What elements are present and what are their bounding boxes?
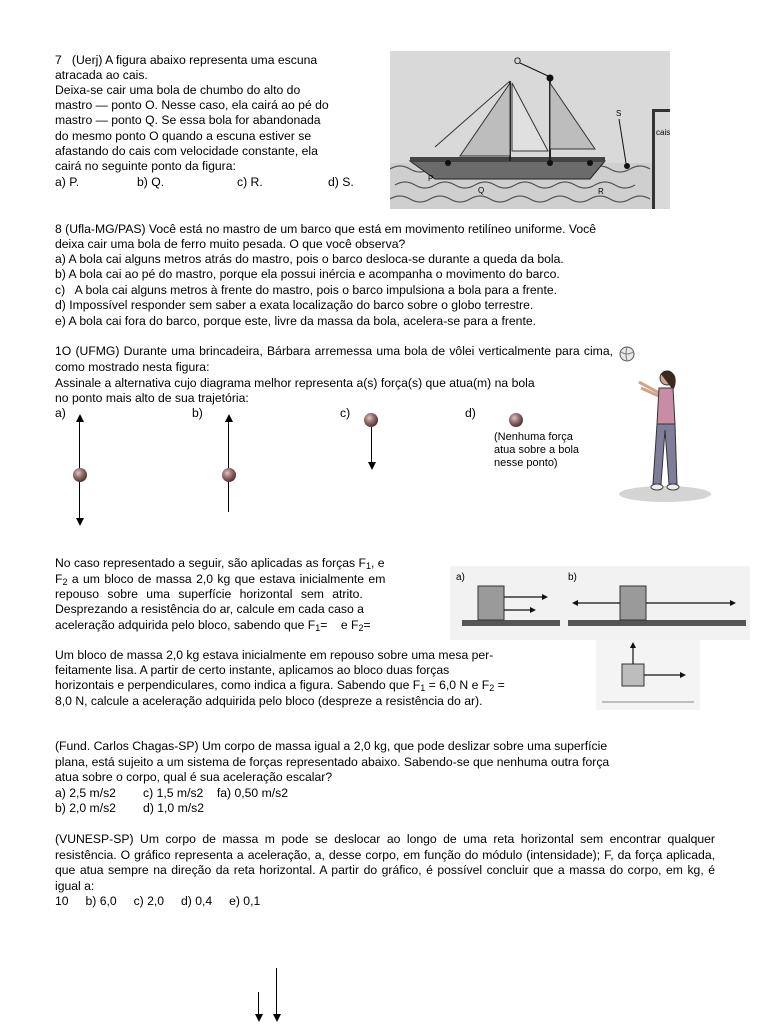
vunesp-text: (VUNESP-SP) Um corpo de massa m pode se deslocar ao longo de uma reta horizontal sem encontrar qualquer resistência. O gráfico representa a aceleração, a, desse corpo, em função do módulo (intensidade); F, da força aplicada, que atua sempre na direção da reta horizontal. A partir do gráfico, é possível concluir que a massa do corpo, em kg, é igual a:: [55, 832, 715, 893]
block-line-4: 8,0 N, calcule a aceleração adquirida pelo bloco (despreze a resistência do ar).: [55, 694, 483, 708]
q10-option-a-label: a): [55, 406, 66, 420]
q7-line-2: atracada ao cais.: [55, 68, 148, 82]
arrow-down-icon: [368, 462, 376, 470]
q10-d-note-1: (Nenhuma força: [494, 431, 573, 443]
q10-d-note-2: atua sobre a bola: [494, 444, 580, 456]
forces-line-5: aceleração adquirida pelo bloco, sabendo que $F_1=$ e $F_2=$: [55, 618, 371, 633]
fcc-options-1: a) 2,5 m/s2 c) 1,5 m/s2 fa) 0,50 m/s2: [55, 786, 288, 800]
force-line: [371, 427, 372, 463]
ball-icon: [509, 413, 523, 427]
q10-option-d-label: d): [465, 406, 476, 420]
q10-option-c-label: c): [340, 406, 351, 420]
q10-option-b-label: b): [192, 406, 203, 420]
ball-icon: [222, 468, 236, 482]
q10-text: 1O (UFMG) Durante uma brincadeira, Bárbara arremessa uma bola de vôlei verticalmente para cima, como mostrado nesta figura:: [55, 344, 613, 374]
arrow-down-icon: [76, 518, 84, 526]
q7-line-4: mastro — ponto O. Nesse caso, ela cairá ao pé do: [55, 98, 329, 112]
forces-line-2: $F_2$ a um bloco de massa 2,0 kg que estava inicialmente em: [55, 572, 386, 587]
forces-line-4: Desprezando a resistência do ar, calcule em cada caso a: [55, 602, 364, 616]
fcc-line-3: atua sobre o corpo, qual é sua aceleração escalar?: [55, 770, 333, 784]
q7-line-7: afastando do cais com velocidade constante, ela: [55, 144, 318, 158]
fig-b-label: b): [568, 572, 577, 583]
q8-option-d: d) Impossível responder sem saber a exata localização do barco sobre o globo terrestre.: [55, 298, 534, 312]
ball-icon: [73, 468, 87, 482]
q7-option-d: d) S.: [328, 175, 354, 189]
q7-line-1: 7 (Uerj) A figura abaixo representa uma escuna: [55, 53, 318, 67]
forces-line-1: No caso representado a seguir, são aplicadas as forças $F_1$, e: [55, 556, 385, 571]
arrow-down-icon: [255, 1014, 263, 1022]
vunesp-options: 10 b) 6,0 c) 2,0 d) 0,4 e) 0,1: [55, 894, 261, 908]
fig-a-label: a): [456, 572, 465, 583]
q8-intro-2: deixa cair uma bola de ferro muito pesada. O que você observa?: [55, 237, 406, 251]
q7-option-c: c) R.: [237, 175, 263, 189]
arrow-down-icon: [273, 1014, 281, 1022]
q7-line-5: mastro — ponto Q. Se essa bola for abandonada: [55, 113, 321, 127]
ball-icon: [364, 413, 378, 427]
block-line-3: horizontais e perpendiculares, como indica a figura. Sabendo que $F_1 = 6,0$ N e $F_2$ =: [55, 678, 505, 693]
forces-line-3: repouso sobre uma superfície horizontal sem atrito.: [55, 587, 363, 601]
point-q-label: Q: [478, 186, 485, 195]
block-line-2: feitamente lisa. A partir de certo instante, aplicamos ao bloco duas forças: [55, 663, 450, 677]
force-line: [228, 420, 229, 512]
forces-block-figure: [450, 566, 750, 640]
point-s-label: S: [616, 109, 622, 118]
point-r-label: R: [598, 187, 604, 196]
q8-option-c: c) A bola cai alguns metros à frente do mastro, pois o barco impulsiona a bola para a frente.: [55, 283, 557, 297]
q8-option-e: e) A bola cai fora do barco, porque este, livre da massa da bola, acelera-se para a frente.: [55, 314, 537, 328]
q7-option-a: a) P.: [55, 175, 80, 189]
q7-option-b: b) Q.: [137, 175, 165, 189]
q7-line-3: Deixa-se cair uma bola de chumbo do alto do: [55, 83, 301, 97]
schooner-figure: [390, 51, 670, 209]
q10-text2-1: Assinale a alternativa cujo diagrama melhor representa a(s) força(s) que atua(m) na bola: [55, 376, 535, 390]
girl-throwing-ball-figure: [617, 344, 713, 504]
force-line: [276, 968, 277, 1014]
fcc-line-1: (Fund. Carlos Chagas-SP) Um corpo de massa igual a 2,0 kg, que pode deslizar sobre uma superfície: [55, 739, 608, 753]
fcc-options-2: b) 2,0 m/s2 d) 1,0 m/s2: [55, 801, 205, 815]
cais-label: cais: [656, 128, 670, 137]
point-p-label: P: [428, 174, 434, 183]
q8-intro-1: 8 (Ufla-MG/PAS) Você está no mastro de um barco que está em movimento retilíneo uniforme. Você: [55, 222, 597, 236]
fcc-line-2: plana, está sujeito a um sistema de forças representado abaixo. Sabendo-se que nenhuma outra força: [55, 755, 610, 769]
point-o-label: O: [514, 56, 522, 66]
force-line: [258, 992, 259, 1014]
q8-option-a: a) A bola cai alguns metros atrás do mastro, pois o barco desloca-se durante a queda da bola.: [55, 252, 564, 266]
q10-text2-2: no ponto mais alto de sua trajetória:: [55, 391, 249, 405]
block-line-1: Um bloco de massa 2,0 kg estava inicialmente em repouso sobre uma mesa per-: [55, 648, 494, 662]
arrow-up-icon: [76, 414, 84, 422]
arrow-up-icon: [225, 414, 233, 422]
q7-line-8: cairá no seguinte ponto da figura:: [55, 159, 236, 173]
q8-option-b: b) A bola cai ao pé do mastro, porque ela possui inércia e acompanha o movimento do barco.: [55, 267, 560, 281]
q7-line-6: do mesmo ponto O quando a escuna estiver se: [55, 129, 312, 143]
perpendicular-forces-figure: [596, 640, 700, 710]
q10-d-note-3: nesse ponto): [494, 457, 558, 469]
